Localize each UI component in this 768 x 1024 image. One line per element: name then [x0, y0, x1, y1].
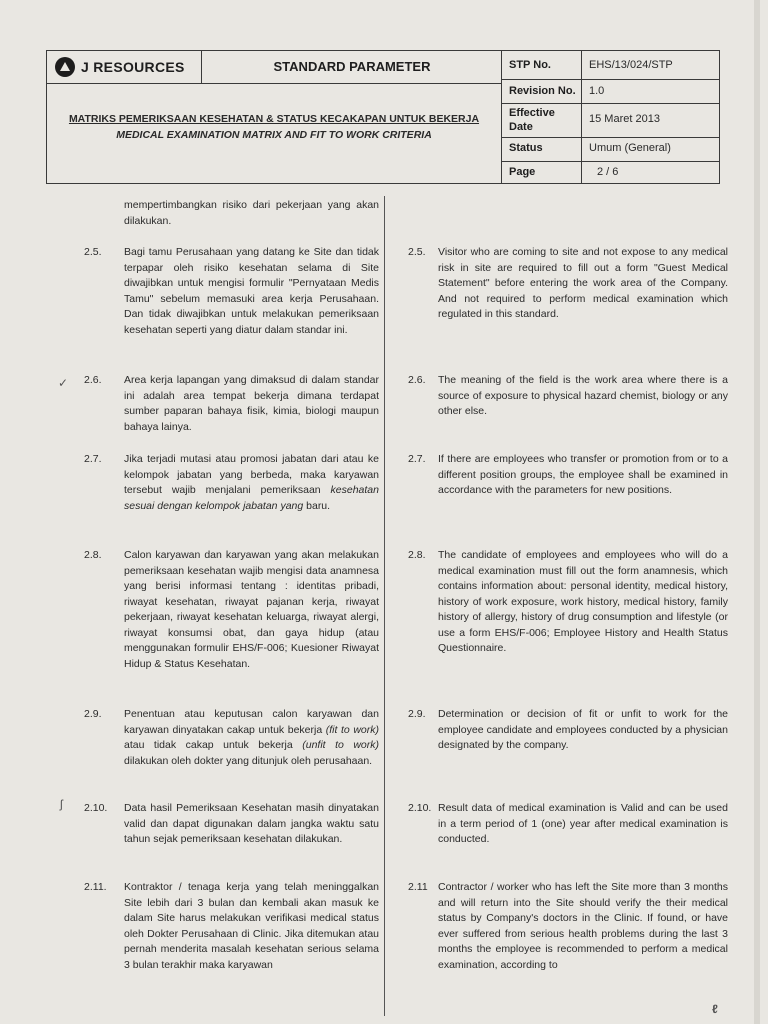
item-number: 2.8.: [84, 549, 102, 561]
column-divider: [384, 196, 385, 1016]
meta-label-effective-date: Effective Date: [509, 107, 555, 133]
document-type-title: STANDARD PARAMETER: [273, 59, 431, 74]
item-number: 2.11: [408, 881, 428, 893]
item-text: Data hasil Pemeriksaan Kesehatan masih dinyatakan valid dan dapat digunakan dalam jangka waktu satu tahun sejak pemeriksaan kesehatan dilakukan.: [124, 802, 379, 845]
document-title: [47, 111, 501, 143]
document-header-table: [46, 50, 720, 184]
company-logo: [55, 57, 185, 77]
item-text: Contractor / worker who has left the Site more than 3 months and will return into the Site should verify the their medical status by Company's doctors in the Clinic. If found, or have ever suffered from serious health problems during the last 3 months the employee is recommended to perform a medical examination, according to: [438, 881, 728, 971]
item-text: Calon karyawan dan karyawan yang akan melakukan pemeriksaan kesehatan wajib mengisi data anamnesa yang berisi informasi tentang : identitas pribadi, riwayat kesehatan, riwayat pajanan kerja, riwayat pekerjaan, riwayat kesehatan keluarga, riwayat alergi, riwayat konsumsi obat, dan gaya hidup (atau menggunakan formulir EHS/F-006; Kuesioner Riwayat Hidup & Status Kesehatan.: [124, 549, 379, 670]
item-number: 2.7.: [408, 453, 426, 465]
item-number: 2.5.: [408, 246, 426, 258]
item-text: Bagi tamu Perusahaan yang datang ke Site dan tidak terpapar oleh risiko kesehatan selama di Site diwajibkan untuk mengisi formulir "Pernyataan Medis Tamu" sebelum memasuki area kerja Perusahaan. Dan tidak diwajibkan untuk melakukan pemeriksaan kesehatan seperti yang diatur dalam standar ini.: [124, 246, 379, 336]
item-number: 2.9.: [84, 708, 102, 720]
item-text: The candidate of employees and employees who will do a medical examination must fill out the form anamnesis, which contains information about: personal identity, medical history, history of work exposure, work history, medical history, family history of allergy, history of drug consumption and lifestyle (or use a form EHS/F-006; Employee History and Health Status Questionnaire.: [438, 549, 728, 654]
meta-label-status: Status: [509, 142, 543, 154]
meta-value-effective-date: 15 Maret 2013: [589, 113, 660, 125]
item-text: The meaning of the field is the work area where there is a source of exposure to physical hazard chemist, biology or any other else.: [438, 374, 728, 417]
item-number: 2.6.: [408, 374, 426, 386]
item-number: 2.7.: [84, 453, 102, 465]
meta-value-revision: 1.0: [589, 85, 605, 97]
margin-tick-mark: ʃ: [60, 797, 63, 811]
meta-value-status: Umum (General): [589, 142, 671, 154]
document-title-id: MATRIKS PEMERIKSAAN KESEHATAN & STATUS KECAKAPAN UNTUK BEKERJA: [68, 113, 480, 125]
item-text: Determination or decision of fit or unfit to work for the employee candidate and employees conducted by a physician designated by the company.: [438, 708, 728, 751]
item-number: 2.6.: [84, 374, 102, 386]
item-number: 2.10.: [84, 802, 108, 814]
item-text: Penentuan atau keputusan calon karyawan dan karyawan dinyatakan cakap untuk bekerja (fit to work) atau tidak cakap untuk bekerja (unfit to work) dilakukan oleh dokter yang ditunjuk oleh perusahaan.: [124, 708, 379, 767]
item-text: Area kerja lapangan yang dimaksud di dalam standar ini adalah area tempat bekerja dimana terdapat sumber paparan bahaya fisik, kimia, biologi maupun bahaya lainya.: [124, 374, 379, 433]
meta-label-stp-no: STP No.: [509, 59, 551, 71]
company-name: J RESOURCES: [81, 59, 185, 75]
item-text: Result data of medical examination is Valid and can be used in a term period of 1 (one) year after medical examination is conducted.: [438, 802, 728, 845]
document-title-en: MEDICAL EXAMINATION MATRIX AND FIT TO WORK CRITERIA: [116, 129, 432, 141]
item-text: Jika terjadi mutasi atau promosi jabatan dari atau ke kelompok jabatan yang berbeda, maka karyawan tersebut wajib menjalani pemeriksaan kesehatan sesuai dengan kelompok jabatan yang baru.: [124, 453, 379, 512]
meta-value-stp-no: EHS/13/024/STP: [589, 59, 673, 71]
meta-value-page: 2 / 6: [597, 166, 619, 178]
logo-mark-icon: [55, 57, 75, 77]
meta-label-revision: Revision No.: [509, 85, 576, 97]
meta-label-page: Page: [509, 166, 536, 178]
item-text: Kontraktor / tenaga kerja yang telah meninggalkan Site lebih dari 3 bulan dan kembali akan masuk ke dalam Site harus melakukan verifikasi medical status oleh Dokter Perusahaan di Clinic. Jika ditemukan atau pernah menderita masalah kesehatan serious selama 3 bulan terakhir maka karyawan: [124, 881, 379, 971]
item-number: 2.11.: [84, 881, 107, 893]
left-continuation-text: mempertimbangkan risiko dari pekerjaan yang akan dilakukan.: [124, 199, 379, 227]
item-number: 2.8.: [408, 549, 426, 561]
item-number: 2.9.: [408, 708, 426, 720]
item-text: Visitor who are coming to site and not expose to any medical risk in site are required to fill out a form "Guest Medical Statement" before entering the work area of the Company. And not required to perform medical examination which regulated in this standard.: [438, 246, 728, 320]
margin-check-mark: ✓: [58, 376, 69, 390]
item-number: 2.5.: [84, 246, 102, 258]
item-text: If there are employees who transfer or promotion from or to a different position groups, the employee shall be examined in accordance with the parameters for new positions.: [438, 453, 728, 496]
item-number: 2.10.: [408, 802, 432, 814]
margin-initial-mark: ℓ: [712, 1002, 718, 1016]
page-edge-shadow: [754, 0, 760, 1024]
